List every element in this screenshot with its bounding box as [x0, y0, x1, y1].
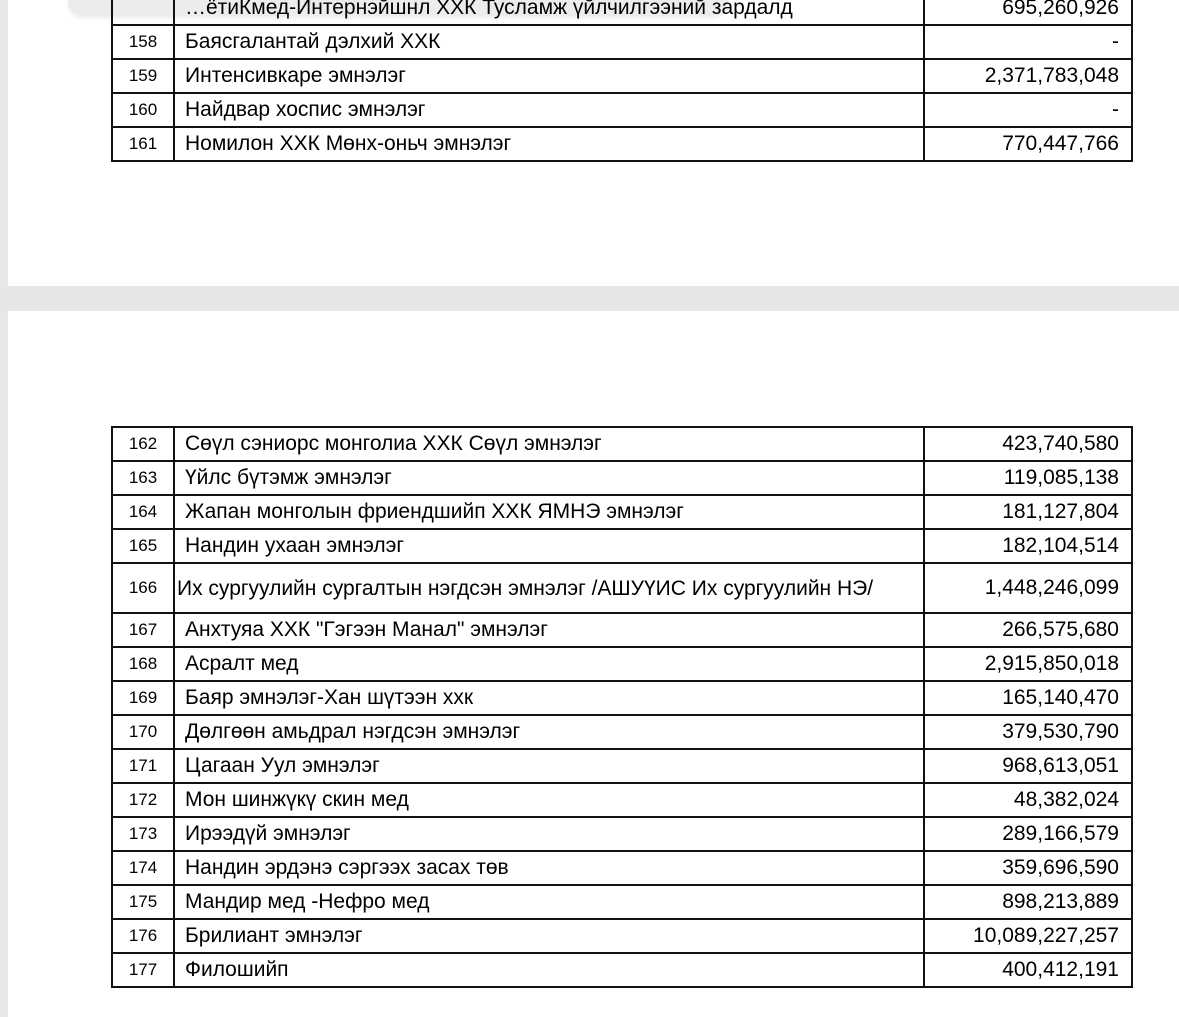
row-number: 176: [112, 919, 174, 953]
table-row: [112, 919, 1132, 953]
amount: 898,213,889: [924, 885, 1132, 919]
row-number: 166: [112, 563, 174, 613]
table-row: [112, 529, 1132, 563]
row-number: 172: [112, 783, 174, 817]
row-number: 159: [112, 59, 174, 93]
row-number: 160: [112, 93, 174, 127]
table-row: [112, 647, 1132, 681]
amount: 48,382,024: [924, 783, 1132, 817]
table-row: [112, 885, 1132, 919]
row-number: 177: [112, 953, 174, 987]
table-row: [112, 749, 1132, 783]
table-row: [112, 681, 1132, 715]
page-separator: [0, 286, 1179, 311]
organization-name: Баяр эмнэлэг-Хан шүтээн ххк: [174, 681, 924, 715]
table-row: [112, 953, 1132, 987]
row-number: 162: [112, 427, 174, 461]
amount: 182,104,514: [924, 529, 1132, 563]
amount: 10,089,227,257: [924, 919, 1132, 953]
organization-name: Асралт мед: [174, 647, 924, 681]
table-row: [112, 817, 1132, 851]
row-number: 164: [112, 495, 174, 529]
table-row: [112, 563, 1132, 613]
table-row: [112, 427, 1132, 461]
organization-name: Нандин эрдэнэ сэргээх засах төв: [174, 851, 924, 885]
hospital-payments-table-page-2: [111, 426, 1133, 988]
organization-name: Сөүл сэниорс монголиа ХХК Сөүл эмнэлэг: [174, 427, 924, 461]
organization-name: Номилон ХХК Мөнх-оньч эмнэлэг: [174, 127, 924, 161]
amount: 165,140,470: [924, 681, 1132, 715]
amount: 119,085,138: [924, 461, 1132, 495]
row-number: 163: [112, 461, 174, 495]
organization-name: Нандин ухаан эмнэлэг: [174, 529, 924, 563]
document-page-2: [8, 311, 1179, 1017]
amount: 695,260,926: [924, 0, 1132, 25]
organization-name: Жапан монголын фриендшийп ХХК ЯМНЭ эмнэлэг: [174, 495, 924, 529]
row-number: 175: [112, 885, 174, 919]
row-number: 173: [112, 817, 174, 851]
table-row: [112, 127, 1132, 161]
table-row: [112, 783, 1132, 817]
organization-name: Дөлгөөн амьдрал нэгдсэн эмнэлэг: [174, 715, 924, 749]
organization-name: Цагаан Уул эмнэлэг: [174, 749, 924, 783]
row-number: 170: [112, 715, 174, 749]
organization-name: Ирээдүй эмнэлэг: [174, 817, 924, 851]
amount: 2,371,783,048: [924, 59, 1132, 93]
table-row: [112, 715, 1132, 749]
amount: 770,447,766: [924, 127, 1132, 161]
table-row: [112, 461, 1132, 495]
organization-name: Мон шинжүкү скин мед: [174, 783, 924, 817]
organization-name: Мандир мед -Нефро мед: [174, 885, 924, 919]
row-number: 174: [112, 851, 174, 885]
table-row: [112, 0, 1132, 25]
organization-name: Баясгалантай дэлхий ХХК: [174, 25, 924, 59]
row-number: 165: [112, 529, 174, 563]
row-number: 168: [112, 647, 174, 681]
row-number: 167: [112, 613, 174, 647]
amount: 2,915,850,018: [924, 647, 1132, 681]
row-number: 161: [112, 127, 174, 161]
table-row: [112, 851, 1132, 885]
organization-name: Филошийп: [174, 953, 924, 987]
table-row: [112, 495, 1132, 529]
amount: 266,575,680: [924, 613, 1132, 647]
amount: 379,530,790: [924, 715, 1132, 749]
table-row: [112, 93, 1132, 127]
row-number: 169: [112, 681, 174, 715]
amount: 181,127,804: [924, 495, 1132, 529]
organization-name: Анхтуяа ХХК "Гэгээн Манал" эмнэлэг: [174, 613, 924, 647]
amount: 359,696,590: [924, 851, 1132, 885]
organization-name: Брилиант эмнэлэг: [174, 919, 924, 953]
organization-name: Найдвар хоспис эмнэлэг: [174, 93, 924, 127]
row-number: 171: [112, 749, 174, 783]
row-number: [112, 0, 174, 25]
organization-name: Их сургуулийн сургалтын нэгдсэн эмнэлэг /АШУҮИС Их сургуулийн НЭ/: [174, 563, 924, 613]
hospital-payments-table-page-1: [111, 0, 1133, 162]
organization-name: Үйлс бүтэмж эмнэлэг: [174, 461, 924, 495]
amount: -: [924, 25, 1132, 59]
organization-name: Интенсивкаре эмнэлэг: [174, 59, 924, 93]
table-row: [112, 59, 1132, 93]
document-page-1: [8, 0, 1179, 286]
organization-name: …ётиКмед-Интернэйшнл ХХК Тусламж үйлчилгээний зардалд: [174, 0, 924, 25]
table-row: [112, 613, 1132, 647]
amount: 400,412,191: [924, 953, 1132, 987]
amount: 1,448,246,099: [924, 563, 1132, 613]
amount: 423,740,580: [924, 427, 1132, 461]
table-row: [112, 25, 1132, 59]
row-number: 158: [112, 25, 174, 59]
amount: -: [924, 93, 1132, 127]
amount: 289,166,579: [924, 817, 1132, 851]
amount: 968,613,051: [924, 749, 1132, 783]
